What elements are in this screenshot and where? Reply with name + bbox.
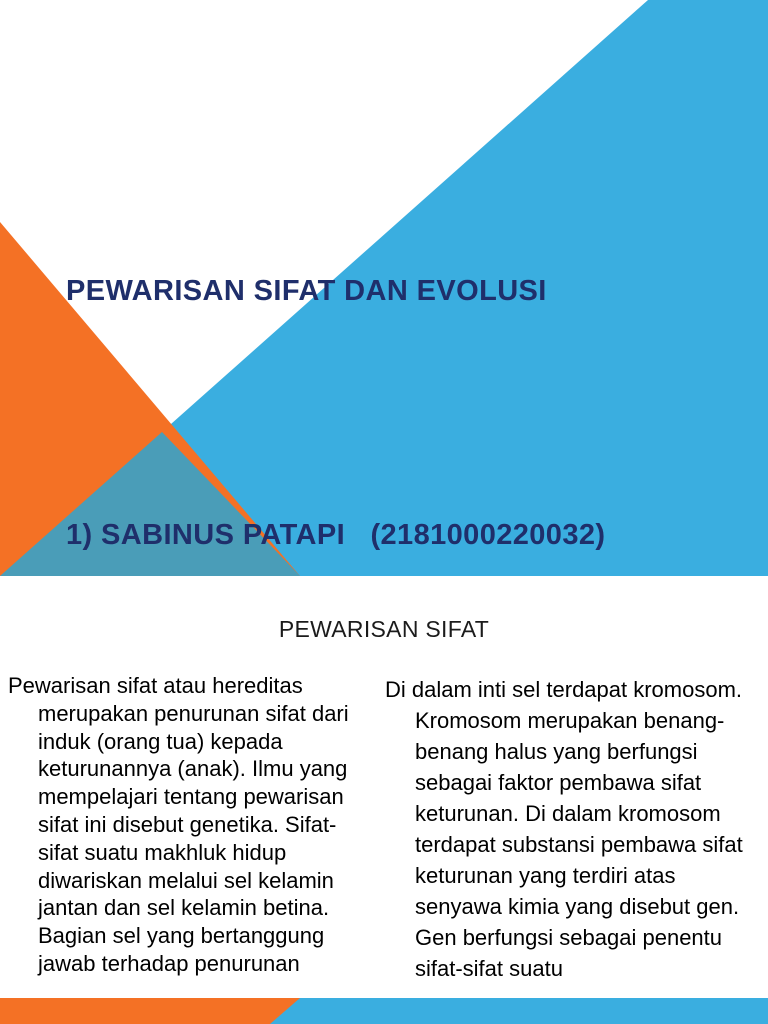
- content-slide: [0, 576, 768, 1024]
- slide-title: PEWARISAN SIFAT: [278, 616, 490, 642]
- left-column-text: Pewarisan sifat atau hereditas merupakan penurunan sifat dari induk (orang tua) kepada keturunannya (anak). Ilmu yang mempelajari tentang pewarisan sifat ini disebut genetika. Sifat-sifat suatu makhluk hidup diwariskan melalui sel kelamin jantan dan sel kelamin betina. Bagian sel yang bertanggung jawab terhadap penurunan: [8, 673, 349, 976]
- member-line-1: 1) SABINUS PATAPI (2181000220032): [66, 518, 606, 551]
- presentation-title: PEWARISAN SIFAT DAN EVOLUSI: [66, 275, 547, 307]
- title-block: [66, 190, 756, 576]
- right-column-text: Di dalam inti sel terdapat kromosom. Kromosom merupakan benang-benang halus yang berfungsi sebagai faktor pembawa sifat keturunan. Di dalam kromosom terdapat substansi pembawa sifat keturunan yang terdiri atas senyawa kimia yang disebut gen. Gen berfungsi sebagai penentu sifat-sifat suatu: [385, 677, 743, 981]
- bottom-decoration-bar: [0, 998, 768, 1024]
